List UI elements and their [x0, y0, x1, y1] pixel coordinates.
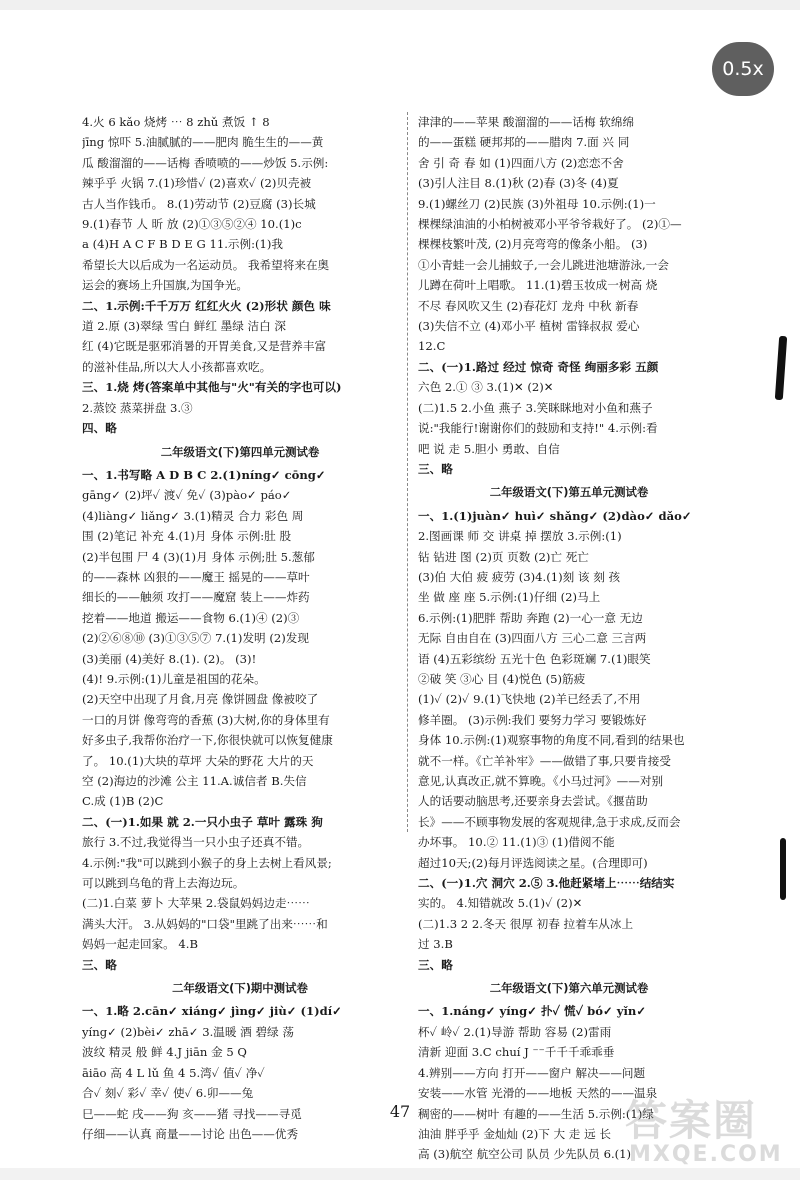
answer-line: 古人当作钱币。 8.(1)劳动节 (2)豆腐 (3)长城	[82, 196, 316, 211]
answer-line: 就不一样。《亡羊补牢》——做错了事,只要肯接受	[418, 753, 671, 768]
answer-line: 的——蛋糕 硬邦邦的——腊肉 7.面 兴 同	[418, 135, 630, 150]
answer-line: 道 2.原 (3)翠绿 雪白 鲜红 墨绿 洁白 深	[82, 319, 287, 334]
answer-line: jīng 惊吓 5.油腻腻的——肥肉 脆生生的——黄	[82, 135, 324, 150]
answer-line: (1)✓ (2)✓ 9.(1)飞快地 (2)羊已经丢了,不用	[418, 692, 641, 707]
answer-line: 儿蹲在荷叶上唱歌。 11.(1)碧玉妆成一树高 烧	[418, 278, 658, 293]
answer-line: (2)半包围 尸 4 (3)(1)月 身体 示例;肚 5.葱郁	[82, 549, 315, 564]
right-answer-column	[418, 112, 720, 1165]
question-group-line: 三、略	[82, 957, 117, 972]
question-group-line: 二、1.示例:千千万万 红红火火 (2)形状 颜色 味	[82, 298, 331, 313]
site-watermark	[625, 1088, 783, 1174]
answer-line: 旅行 3.不过,我觉得当一只小虫子还真不错。	[82, 835, 310, 850]
answer-line: 满头大汗。 3.从妈妈的"口袋"里跳了出来⋯⋯和	[82, 916, 328, 931]
answer-line: 吧 说 走 5.胆小 勇敢、自信	[418, 441, 560, 456]
answer-line: 津津的——苹果 酸溜溜的——话梅 软绵绵	[418, 115, 635, 129]
answer-line: 棵棵绿油油的小柏树被邓小平爷爷栽好了。 (2)①—	[418, 217, 682, 232]
answer-line: 高 (3)航空 航空公司 队员 少先队员 6.(1)	[418, 1147, 632, 1162]
answer-line: 空 (2)海边的沙滩 公主 11.A.诚信者 B.失信	[82, 774, 307, 788]
answer-line: 9.(1)螺丝刀 (2)民族 (3)外祖母 10.示例:(1)一	[418, 196, 656, 211]
answer-line: 细长的——触须 攻打——魔窟 装上——炸药	[82, 590, 310, 605]
answer-line: 好多虫子,我帮你治疗一下,你很快就可以恢复健康	[82, 733, 333, 748]
answer-line: 稠密的——树叶 有趣的——生活 5.示例:(1)绿	[418, 1106, 654, 1121]
section-title: 二年级语文(下)第六单元测试卷	[489, 981, 649, 996]
answer-line: 油油 胖乎乎 金灿灿 (2)下 大 走 远 长	[418, 1126, 611, 1141]
answer-line: 4.火 6 kǎo 烧烤 ⋯ 8 zhǔ 煮饭 ↑ 8	[82, 115, 270, 129]
question-group-line: 一、1.(1)juàn✓ huì✓ shǎng✓ (2)dào✓ dǎo✓	[418, 508, 692, 523]
column-divider	[407, 112, 408, 832]
answer-line: 红 (4)它既是驱邪消暑的开胃美食,又是营养丰富	[82, 339, 327, 354]
question-group-line: 二、(一)1.如果 就 2.一只小虫子 草叶 露珠 狗	[82, 814, 323, 829]
answer-line: 钻 钻进 图 (2)页 页数 (2)亡 死亡	[418, 549, 589, 564]
answer-line: 巳——蛇 戌——狗 亥——猪 寻找——寻觅	[82, 1106, 302, 1121]
scan-ink-mark	[780, 838, 786, 900]
answer-line: 六色 2.① ③ 3.(1)✕ (2)✕	[418, 380, 554, 395]
answer-line: 无际 自由自在 (3)四面八方 三心二意 三言两	[418, 631, 647, 646]
answer-line: 实的。 4.知错就改 5.(1)✓ (2)✕	[418, 896, 583, 911]
answer-line: 语 (4)五彩缤纷 五光十色 色彩斑斓 7.(1)眼笑	[418, 651, 651, 666]
answer-line: (3)引人注目 8.(1)秋 (2)春 (3)冬 (4)夏	[418, 176, 619, 191]
answer-line: (4)! 9.示例:(1)儿童是祖国的花朵。	[82, 671, 266, 686]
answer-line: yíng✓ (2)bèi✓ zhā✓ 3.温暖 酒 碧绿 荡	[82, 1024, 294, 1039]
answer-line: 合✓ 刻✓ 彩✓ 幸✓ 使✓ 6.卯——兔	[82, 1086, 254, 1101]
question-group-line: 三、略	[418, 957, 453, 972]
answer-line: 了。 10.(1)大块的草坪 大朵的野花 大片的天	[82, 753, 314, 768]
question-group-line: 二、(一)1.穴 洞穴 2.⑤ 3.他赶紧堵上⋯⋯结结实	[418, 876, 675, 891]
answer-line: (二)1.5 2.小鱼 燕子 3.笑眯眯地对小鱼和燕子	[418, 400, 653, 415]
top-bar	[0, 0, 800, 10]
answer-line: (二)1.白菜 萝卜 大苹果 2.袋鼠妈妈边走⋯⋯	[82, 896, 310, 911]
question-group-line: 四、略	[82, 421, 117, 436]
answer-line: 人的话要动脑思考,还要亲身去尝试。《揠苗助	[418, 794, 648, 809]
question-group-line: 三、1.烧 烤(答案单中其他与"火"有关的字也可以)	[82, 380, 342, 395]
bottom-bar	[0, 1168, 800, 1180]
answer-line: 棵棵枝繁叶茂, (2)月亮弯弯的像条小船。 (3)	[418, 237, 648, 252]
question-group-line: 一、1.略 2.cān✓ xiáng✓ jìng✓ jiù✓ (1)dí✓	[82, 1004, 342, 1019]
answer-line: 12.C	[418, 339, 446, 354]
answer-line: 波纹 精灵 般 鲜 4.J jiān 金 5 Q	[82, 1045, 247, 1060]
question-group-line: 一、1.náng✓ yíng✓ 扑✓ 慌✓ bó✓ yǐn✓	[418, 1004, 647, 1019]
answer-line: 超过10天;(2)每月评选阅读之星。(合理即可)	[418, 855, 648, 870]
answer-line: 的滋补佳品,所以大人小孩都喜欢吃。	[82, 359, 272, 374]
answer-line: 意见,认真改正,就不算晚。《小马过河》——对别	[418, 774, 664, 788]
answer-line: 可以跳到乌龟的背上去海边玩。	[82, 876, 245, 891]
answer-line: 瓜 酸溜溜的——话梅 香喷喷的——炒饭 5.示例:	[82, 155, 329, 170]
page-number: 47	[389, 1102, 411, 1121]
answer-line: (2)天空中出现了月食,月亮 像饼圆盘 像被咬了	[82, 692, 319, 707]
answer-line: 仔细——认真 商量——讨论 出色——优秀	[82, 1126, 299, 1141]
answer-line: 办坏事。 10.② 11.(1)③ (1)借阅不能	[418, 835, 615, 850]
answer-line: 希望长大以后成为一名运动员。 我希望将来在奥	[82, 257, 330, 272]
answer-line: 4.示例:"我"可以跳到小猴子的身上去树上看风景;	[82, 855, 332, 870]
answer-line: 围 (2)笔记 补充 4.(1)月 身体 示例:肚 股	[82, 529, 292, 544]
answer-line: 运会的赛场上升国旗,为国争光。	[82, 278, 248, 293]
watermark-logo-text: 答案圈	[625, 1096, 758, 1145]
answer-line: 9.(1)春节 人 昕 放 (2)①③⑤②④ 10.(1)c	[82, 217, 302, 232]
answer-line: 清新 迎面 3.C chuí J ⁻⁻千千千乖乖垂	[418, 1045, 615, 1060]
answer-line: 2.图画课 师 交 讲桌 掉 摆放 3.示例:(1)	[418, 529, 622, 544]
answer-line: 6.示例:(1)肥胖 帮助 奔跑 (2)一心一意 无边	[418, 610, 643, 625]
question-group-line: 一、1.书写略 A D B C 2.(1)níng✓ cōng✓	[82, 467, 326, 482]
answer-line: 修羊圈。 (3)示例:我们 要努力学习 要锻炼好	[418, 712, 647, 727]
answer-line: 的——森林 凶狠的——魔王 摇晃的——草叶	[82, 569, 310, 584]
answer-line: 挖着——地道 搬运——食物 6.(1)④ (2)③	[82, 610, 300, 625]
section-title: 二年级语文(下)第五单元测试卷	[489, 485, 649, 500]
section-title: 二年级语文(下)期中测试卷	[172, 981, 308, 996]
answer-line: (3)失信不立 (4)邓小平 植树 雷锋叔叔 爱心	[418, 319, 640, 334]
answer-line: C.成 (1)B (2)C	[82, 794, 164, 809]
answer-line: 4.辨别——方向 打开——窗户 解决——问题	[418, 1065, 646, 1080]
left-answer-column	[82, 112, 398, 1144]
answer-line: (2)②⑥⑧⑩ (3)①③⑤⑦ 7.(1)发明 (2)发现	[82, 631, 309, 646]
answer-line: 2.蒸饺 蒸菜拼盘 3.③	[82, 400, 193, 415]
answer-line: 过 3.B	[418, 937, 453, 952]
question-group-line: 二、(一)1.路过 经过 惊奇 奇怪 绚丽多彩 五颜	[418, 359, 659, 374]
answer-line: 说:"我能行!谢谢你们的鼓励和支持!" 4.示例:看	[418, 421, 658, 436]
answer-line: (3)美丽 (4)美好 8.(1). (2)。 (3)!	[82, 651, 257, 666]
answer-line: a (4)H A C F B D E G 11.示例:(1)我	[82, 237, 283, 252]
answer-line: (二)1.3 2 2.冬天 很厚 初春 拉着车从冰上	[418, 916, 634, 931]
answer-line: ①小青蛙一会儿捕蚊子,一会儿跳进池塘游泳,一会	[418, 257, 669, 272]
scan-ink-mark	[775, 336, 787, 400]
watermark-url: MXQE.COM	[629, 1142, 783, 1167]
answer-line: gāng✓ (2)坪✓ 渡✓ 免✓ (3)pào✓ páo✓	[82, 488, 292, 503]
answer-line: 一口的月饼 像弯弯的香蕉 (3)大树,你的身体里有	[82, 712, 330, 727]
question-group-line: 三、略	[418, 461, 453, 476]
answer-line: 长》——不顾事物发展的客观规律,急于求成,反而会	[418, 814, 681, 829]
answer-line: āiāo 高 4 L lǔ 鱼 4 5.湾✓ 值✓ 净✓	[82, 1065, 265, 1080]
answer-line: 安装——水管 光滑的——地板 天然的——温泉	[418, 1086, 658, 1101]
answer-line: ②破 笑 ③心 目 (4)悦色 (5)筋疲	[418, 671, 586, 686]
answer-line: 不尽 春风吹又生 (2)春花灯 龙舟 中秋 新春	[418, 298, 639, 313]
zoom-level-badge[interactable]: 0.5x	[712, 42, 774, 96]
answer-line: (3)伯 大伯 疲 疲劳 (3)4.(1)刻 该 刻 孩	[418, 569, 621, 584]
answer-line: 杯✓ 岭✓ 2.(1)导游 帮助 容易 (2)雷雨	[418, 1024, 612, 1039]
section-title: 二年级语文(下)第四单元测试卷	[160, 444, 320, 459]
answer-line: (4)liàng✓ liǎng✓ 3.(1)精灵 合力 彩色 周	[82, 508, 304, 523]
answer-line: 妈妈一起走回家。 4.B	[82, 937, 199, 952]
answer-line: 坐 做 座 座 5.示例:(1)仔细 (2)马上	[418, 590, 601, 605]
answer-line: 身体 10.示例:(1)观察事物的角度不同,看到的结果也	[418, 733, 685, 748]
answer-line: 辣乎乎 火锅 7.(1)珍惜✓ (2)喜欢✓ (2)贝壳被	[82, 176, 312, 191]
answer-line: 舍 引 奇 春 如 (1)四面八方 (2)恋恋不舍	[418, 155, 624, 170]
